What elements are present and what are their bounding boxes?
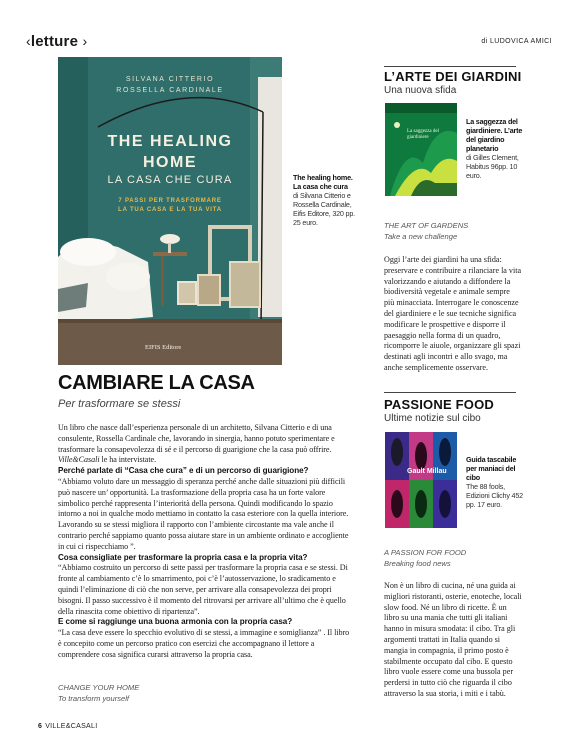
chevron-left-icon: ‹ [26,33,31,49]
caption-details: The 88 fools, Edizioni Clichy 452 pp. 17 euro. [466,482,523,509]
translation-title: THE ART OF GARDENS [384,221,469,230]
interview-answer: “Abbiamo voluto dare un messaggio di speranza perché anche dalle situazioni più difficili può nascere un’ opportunità. La trasformazione della propria casa ha un forte valore simbolico perché rappresenta l’interiorità della persona. Quindi modificando lo spazio intorno a noi in qualche modo mettiamo in contatto la casa esteriore con la quella interiore. Lavorando su se stessi migliora il rapporto con l’ambiente circostante ma vale anche il contrario perché sappiamo quanto possa aiutare stare in un ambiente ordinato e accogliente in cui ci rispecchiamo ”. [58,476,349,551]
food-headline: PASSIONE FOOD [384,397,494,412]
english-translation [58,683,139,704]
cover-authors [58,74,282,96]
interview-question: Cosa consigliate per trasformare la propria casa e la propria vita? [58,552,308,562]
translation-subtitle: Breaking food news [384,558,451,568]
main-book-caption [293,173,355,227]
cover-title-line-1: THE HEALING [107,133,233,150]
article-headline: CAMBIARE LA CASA [58,372,255,394]
page-number: 6 [38,723,43,730]
caption-title: Guida tascabile per maniaci del cibo [466,455,517,482]
garden-book-caption [466,117,528,180]
food-cover-title: Gault Millau [407,468,447,475]
garden-cover-illustration [385,103,457,196]
translation-title: CHANGE YOUR HOME [58,683,140,692]
garden-cover-title: La saggezza del giardiniere [407,129,439,140]
food-subhead: Ultime notizie sul cibo [384,413,481,424]
english-translation [384,221,468,242]
article-body [58,423,354,661]
cover-tagline-1: 7 PASSI PER TRASFORMARE [118,198,222,204]
magazine-name: Ville&Casali [58,455,100,465]
cover-subtitle: LA CASA CHE CURA [107,174,233,186]
caption-details: di Silvana Citterio e Rossella Cardinale, Eifis Editore, 320 pp. 25 euro. [293,191,355,227]
cover-author-2: ROSSELLA CARDINALE [116,87,224,94]
caption-title: The healing home. La casa che cura [293,173,353,191]
cover-tagline [58,197,282,215]
caption-details: di Gilles Clement, Habitus 96pp. 10 euro. [466,153,519,180]
garden-body: Oggi l’arte dei giardini ha una sfida: preservare e contribuire a rilanciare la vita valorizzando e aiutando a diffondere la biodiversità vegetale e animale sempre più minacciata. Interrogare le conoscenze del giardiniere e le sue tecniche significa modificare le prospettive e disporre il paesaggio nella forma di un quadro, ricomporre le aiuole, organizzare gli spazi destinati agli incontri e allo svago, ma anche semplicemente osservare. [384,255,522,372]
interview-answer: “La casa deve essere lo specchio evolutivo di se stessi, a immagine e somiglianza” . Il libro è concepito come un percorso pratico con esercizi che accompagnano il lettore a comprendere cosa significa curarsi attraverso la propria casa. [58,628,350,659]
cover-title [58,131,282,173]
translation-subtitle: To transform yourself [58,693,130,703]
food-body: Non è un libro di cucina, né una guida ai migliori ristoranti, osterie, enoteche, locali slow food. Né un libro di ricette. È un libro su una mania che tutti gli italiani hanno in misura smodata: il cibo. Tra gli argomenti trattati in Italia quando si mangia in compagnia, il primo posto è stabilmente occupato dal cibo. E questo libro vuole essere come una bussola per perdersi in tutto ciò che riguarda il cibo attraverso la sua storia, i miti e i tabù. [384,581,522,698]
article-intro: Un libro che nasce dall’esperienza personale di un architetto, Silvana Citterio e di una consulente, Rossella Cardinale che, lavorando in sinergia, hanno potuto sperimentare e trasformare la consapevolezza di sé e il percorso di guarigione che la casa può offrire. Ville&Casali le ha intervistate. [58,423,335,465]
cover-publisher: EIFIS Editore [145,344,182,351]
page-footer [38,723,97,730]
garden-book-cover [385,103,457,196]
garden-headline: L’ARTE DEI GIARDINI [384,69,522,84]
interview-answer: “Abbiamo costruito un percorso di sette passi per trasformare la propria casa e se stessi. Di fronte al cambiamento c’è lo smarrimento, poi c’è l’autosservazione, lo sradicamento e quindi l’eliminazione di ciò che non serve, per arrivare alla consapevolezza dei propri bisogni. Il passo successivo è il momento del ritrovarsi per arrivare all’ultimo che è quello della rinascita come obiettivo di ripartenza”. [58,563,348,616]
interview-question: Perché parlate di “Casa che cura” e di un percorso di guarigione? [58,466,309,476]
cover-title-line-2: HOME [143,154,197,171]
cover-tagline-2: LA TUA CASA E LA TUA VITA [118,207,222,213]
article-subhead: Per trasformare se stessi [58,398,181,410]
chevron-right-icon: › [82,33,88,49]
translation-title: A PASSION FOR FOOD [384,548,467,557]
cover-author-1: SILVANA CITTERIO [125,76,215,83]
byline: di LUDOVICA AMICI [481,38,552,45]
main-book-cover [58,57,282,365]
food-cover-illustration [385,432,457,528]
divider [384,66,516,67]
food-book-caption [466,455,528,509]
caption-title: La saggezza del giardiniere. L’arte del giardino planetario [466,117,523,153]
interview-question: E come si raggiunge una buona armonia con la propria casa? [58,617,293,627]
magazine-title: VILLE&CASALI [45,723,98,730]
english-translation [384,548,466,569]
translation-subtitle: Take a new challenge [384,231,458,241]
section-label: letture [30,33,79,50]
garden-subhead: Una nuova sfida [384,85,457,96]
divider [384,392,516,393]
section-title [26,33,87,50]
food-book-cover [385,432,457,528]
